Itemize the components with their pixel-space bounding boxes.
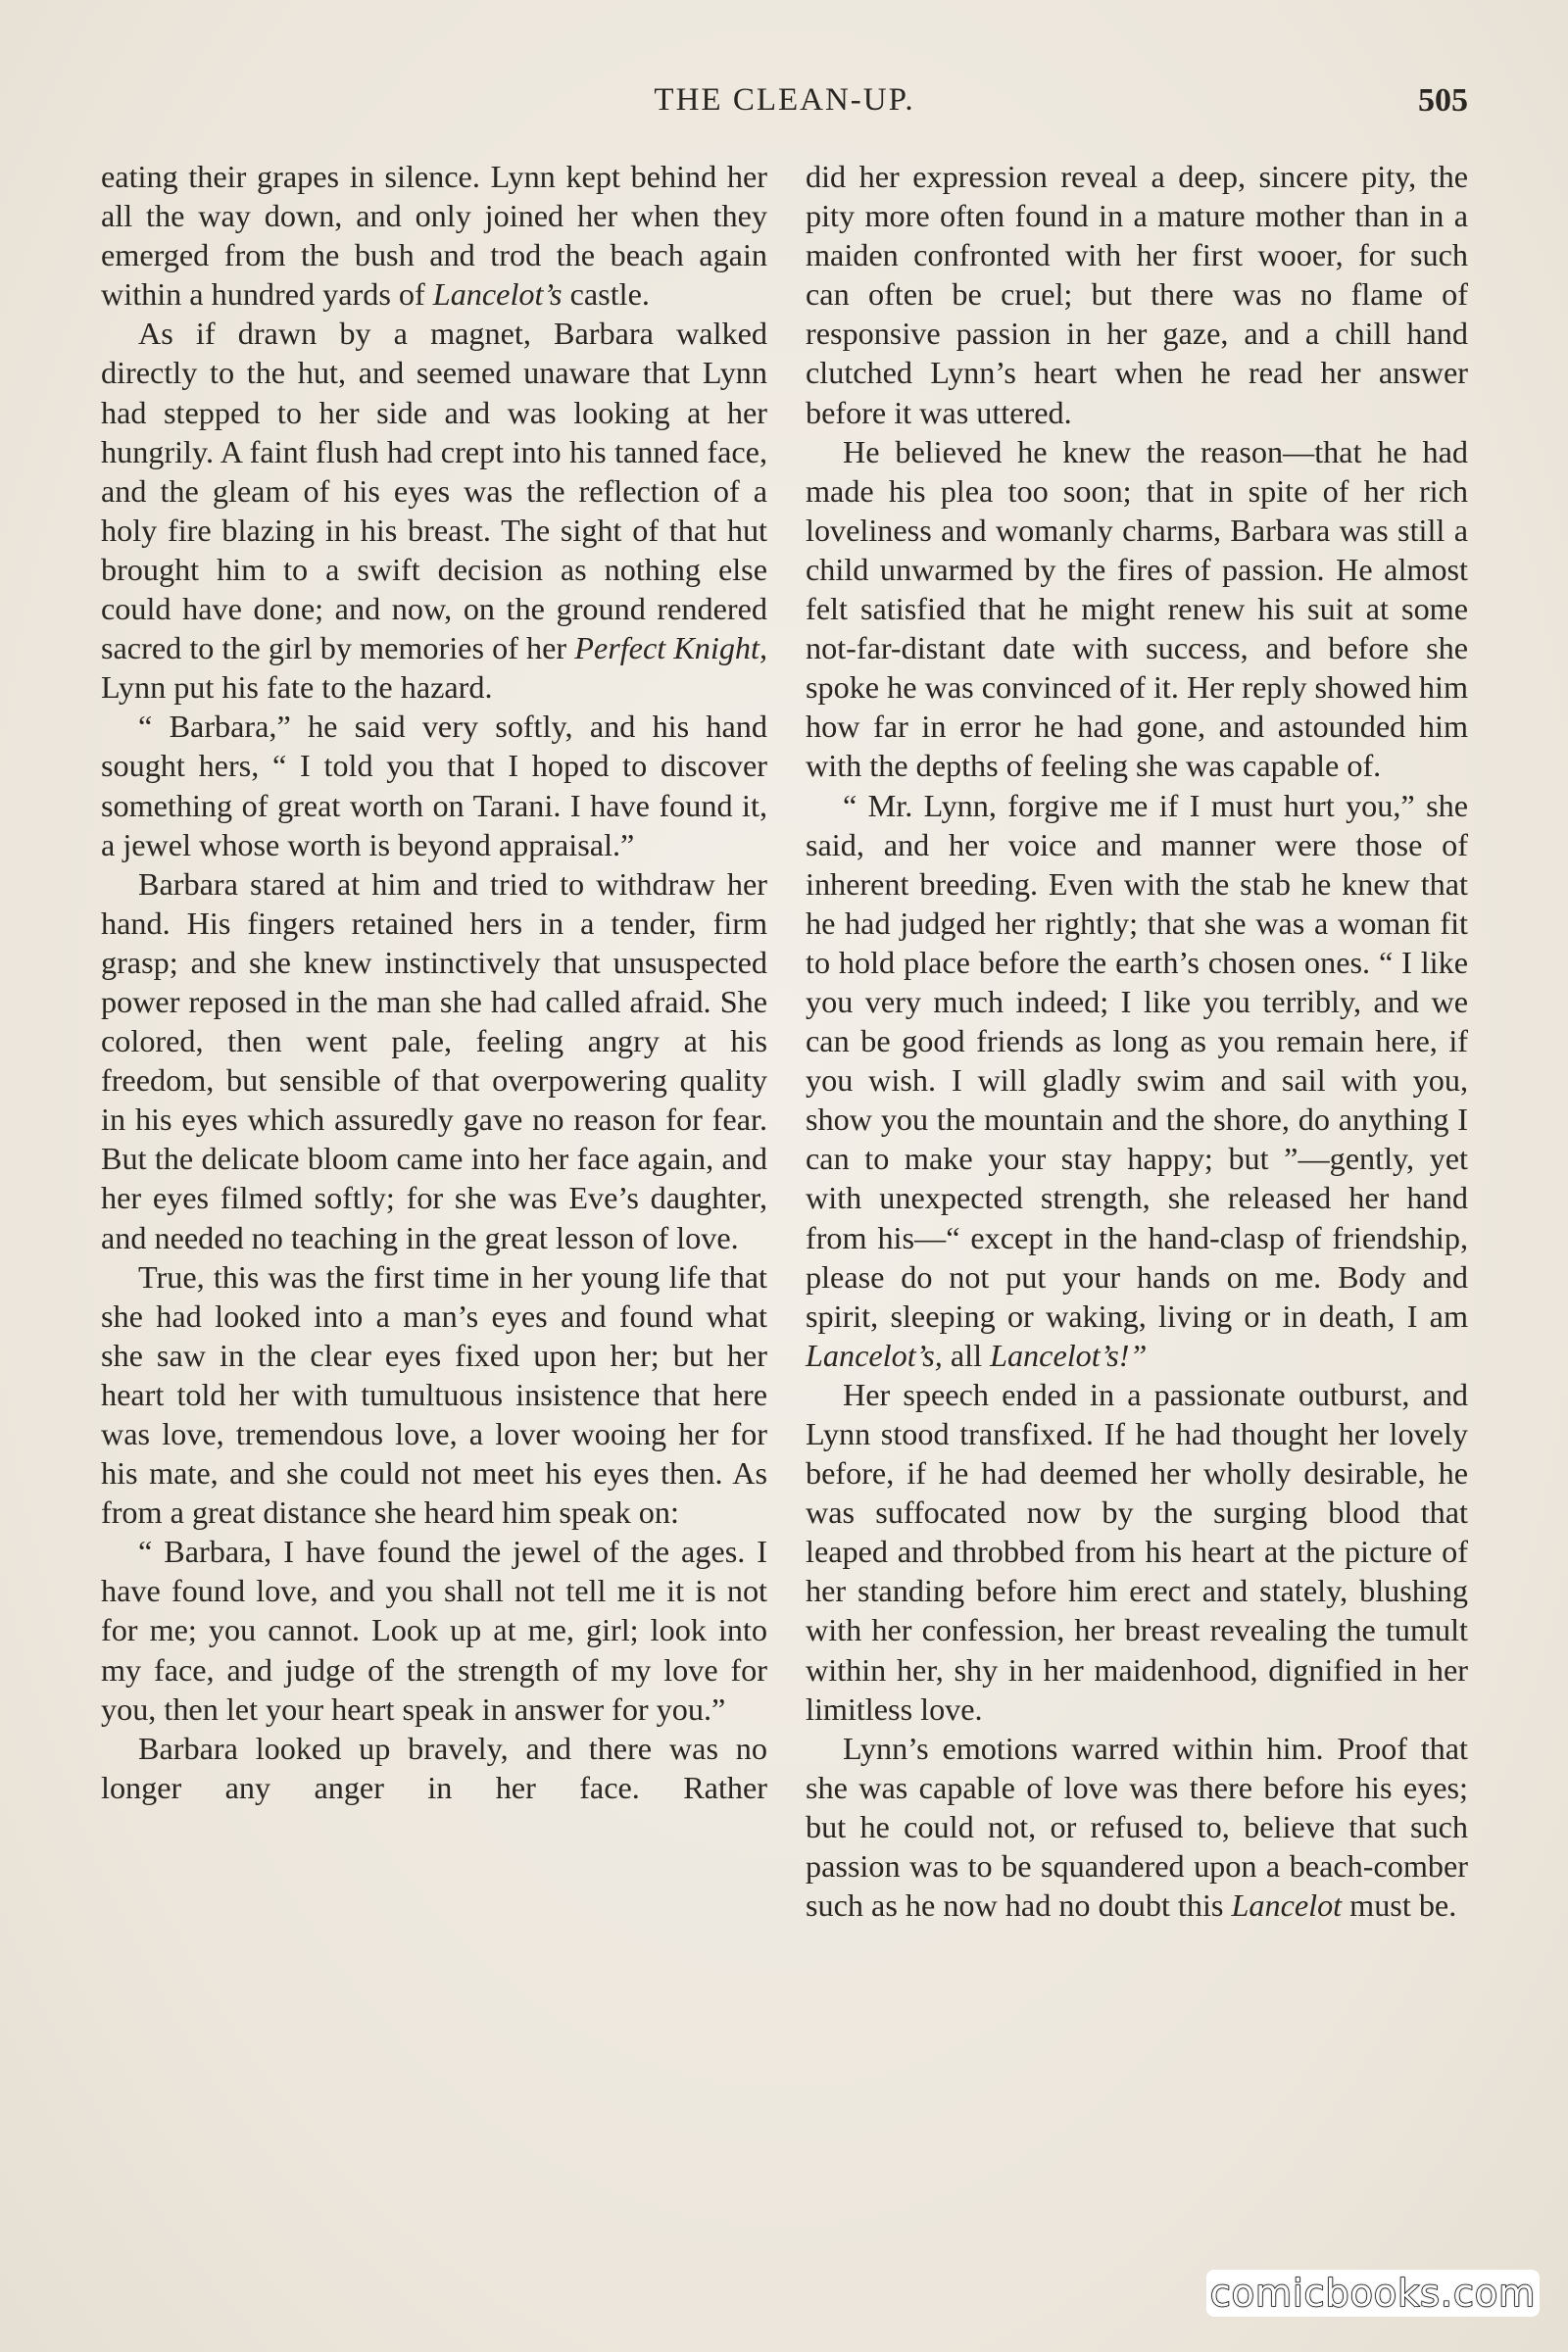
paragraph: “ Barbara,” he said very softly, and his hand sought hers, “ I told you that I hoped to discover something of great worth on Tarani. I have found it, a jewel whose worth is beyond appraisal.” — [101, 709, 767, 862]
paragraph: did her expression reveal a deep, sincere pity, the pity more often found in a mature mother than in a maiden confronted with her first wooer, for such can often be cruel; but there was no flame of responsive passion in her gaze, and a chill hand clutched Lynn’s heart when he read her answer before it was uttered. — [806, 159, 1468, 430]
paragraph: Barbara looked up bravely, and there was no longer any anger in her face. Rather — [101, 1730, 767, 1805]
paragraph: As if drawn by a magnet, Barbara walked directly to the hut, and seemed unaware that Lynn had stepped to her side and was looking at her hungrily. A faint flush had crept into his tanned face, and the gleam of his eyes was the reflection of a holy fire blazing in his breast. The sight of that hut brought him to a swift decision as nothing else could have done; and now, on the ground rendered sacred to the girl by memories of her Perfect Knight, Lynn put his fate to the hazard. — [101, 316, 768, 706]
text-column-right — [806, 157, 1468, 1925]
paragraph: “ Mr. Lynn, forgive me if I must hurt you,” she said, and her voice and manner were those of inherent breeding. Even with the stab he knew that he had judged her rightly; that she was a woman fit to hold place before the earth’s chosen ones. “ I like you very much indeed; I like you terribly, and we can be good friends as long as you remain here, if you wish. I will gladly swim and sail with you, show you the mountain and the shore, do anything I can to make your stay happy; but ”—gently, yet with unexpected strength, she released her hand from his—“ except in the hand-clasp of friendship, please do not put your hands on me. Body and spirit, sleeping or waking, living or in death, I am Lancelot’s, all Lancelot’s!” — [806, 787, 1468, 1373]
watermark-logo — [1206, 2270, 1540, 2317]
page-header — [101, 82, 1468, 131]
paragraph: True, this was the first time in her young life that she had looked into a man’s eyes and found what she saw in the clear eyes fixed upon her; but her heart told her with tumultuous insistence that here was love, tremendous love, a lover wooing her for his mate, and she could not meet his eyes then. As from a great distance she heard him speak on: — [101, 1258, 767, 1531]
paragraph: “ Barbara, I have found the jewel of the ages. I have found love, and you shall not tell me it is not for me; you cannot. Look up at me, girl; look into my face, and judge of the strength of my love for you, then let your heart speak in answer for you.” — [101, 1534, 767, 1727]
watermark-text: comicbooks.com — [1209, 2272, 1537, 2315]
text-column-left — [101, 157, 767, 1807]
page-number: 505 — [1418, 82, 1468, 119]
paragraph: Her speech ended in a passionate outburst, and Lynn stood transfixed. If he had thought her lovely before, if he had deemed her wholly desirable, he was suffocated now by the surging blood that leaped and throbbed from his heart at the picture of her standing before him erect and stately, blushing with her confession, her breast revealing the tumult within her, shy in her maidenhood, dignified in her limitless love. — [806, 1376, 1468, 1727]
running-title: THE CLEAN-UP. — [654, 82, 915, 118]
paragraph: Barbara stared at him and tried to withdraw her hand. His fingers retained hers in a tender, firm grasp; and she knew instinctively that unsuspected power reposed in the man she had called afraid. She colored, then went pale, feeling angry at his freedom, but sensible of that overpowering quality in his eyes which assuredly gave no reason for fear. But the delicate bloom came into her face again, and her eyes filmed softly; for she was Eve’s daughter, and needed no teaching in the great lesson of love. — [101, 865, 767, 1255]
paragraph: He believed he knew the reason—that he had made his plea too soon; that in spite of her rich loveliness and womanly charms, Barbara was still a child unwarmed by the fires of passion. He almost felt satisfied that he might renew his suit at some not-far-distant date with success, and before she spoke he was convinced of it. Her reply showed him how far in error he had gone, and astounded him with the depths of feeling she was capable of. — [806, 433, 1468, 784]
paragraph: eating their grapes in silence. Lynn kept behind her all the way down, and only joined her when they emerged from the bush and trod the beach again within a hundred yards of Lancelot’s castle. — [101, 159, 767, 313]
paragraph: Lynn’s emotions warred within him. Proof that she was capable of love was there before his eyes; but he could not, or refused to, believe that such passion was to be squandered upon a beach-comber such as he now had no doubt this Lancelot must be. — [806, 1730, 1468, 1924]
